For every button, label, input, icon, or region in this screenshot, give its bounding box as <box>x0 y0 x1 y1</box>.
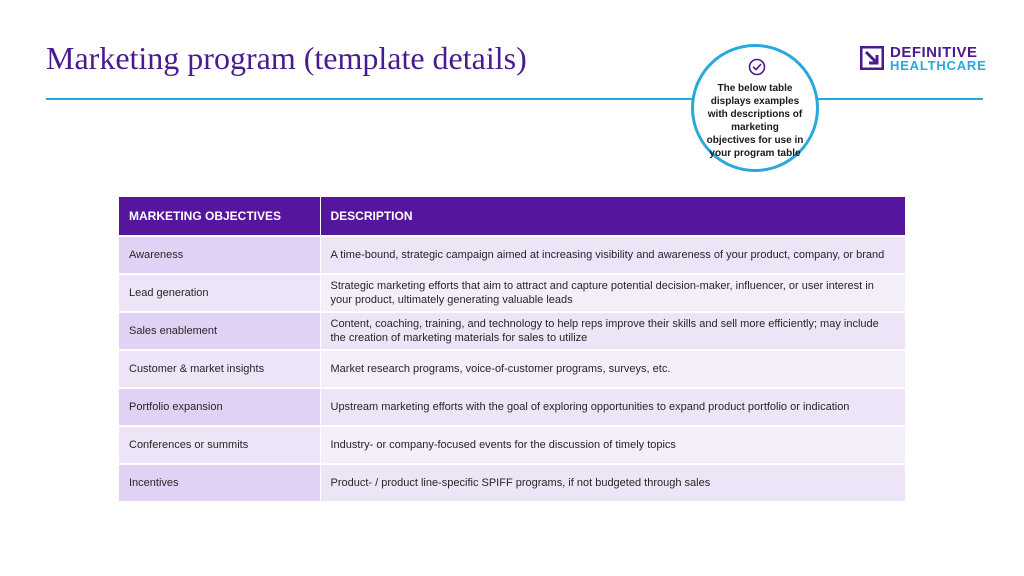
table-row <box>119 388 905 426</box>
objective-cell: Awareness <box>119 236 320 274</box>
objective-cell: Conferences or summits <box>119 426 320 464</box>
objective-cell: Customer & market insights <box>119 350 320 388</box>
check-circle-icon <box>748 58 766 76</box>
table-row <box>119 464 905 501</box>
table-row <box>119 274 905 312</box>
objective-cell: Portfolio expansion <box>119 388 320 426</box>
table-row <box>119 350 905 388</box>
description-cell: Product- / product line-specific SPIFF programs, if not budgeted through sales <box>320 464 905 501</box>
description-cell: Upstream marketing efforts with the goal of exploring opportunities to expand product portfolio or indication <box>320 388 905 426</box>
table-row <box>119 312 905 350</box>
description-cell: Content, coaching, training, and technology to help reps improve their skills and sell more efficiently; may include the creation of marketing materials for sales to utilize <box>320 312 905 350</box>
description-cell: Strategic marketing efforts that aim to attract and capture potential decision-maker, influencer, or user interest in your product, ultimately generating valuable leads <box>320 274 905 312</box>
objective-cell: Incentives <box>119 464 320 501</box>
logo-word-1: DEFINITIVE <box>890 44 978 61</box>
table-row <box>119 236 905 274</box>
description-cell: Market research programs, voice-of-customer programs, surveys, etc. <box>320 350 905 388</box>
header-description: DESCRIPTION <box>320 197 905 236</box>
title-divider <box>46 98 983 100</box>
objective-cell: Sales enablement <box>119 312 320 350</box>
logo-mark-icon <box>860 46 884 70</box>
callout-text: The below table displays examples with descriptions of marketing objectives for use in your program table <box>706 83 804 159</box>
header-objectives: MARKETING OBJECTIVES <box>119 197 320 236</box>
objectives-table <box>119 197 906 501</box>
logo-word-2: HEALTHCARE <box>890 58 987 73</box>
page-title: Marketing program (template details) <box>46 40 527 76</box>
objective-cell: Lead generation <box>119 274 320 312</box>
description-cell: Industry- or company-focused events for the discussion of timely topics <box>320 426 905 464</box>
description-cell: A time-bound, strategic campaign aimed at increasing visibility and awareness of your product, company, or brand <box>320 236 905 274</box>
table-header-row <box>119 197 905 236</box>
info-callout <box>691 44 819 172</box>
table-row <box>119 426 905 464</box>
